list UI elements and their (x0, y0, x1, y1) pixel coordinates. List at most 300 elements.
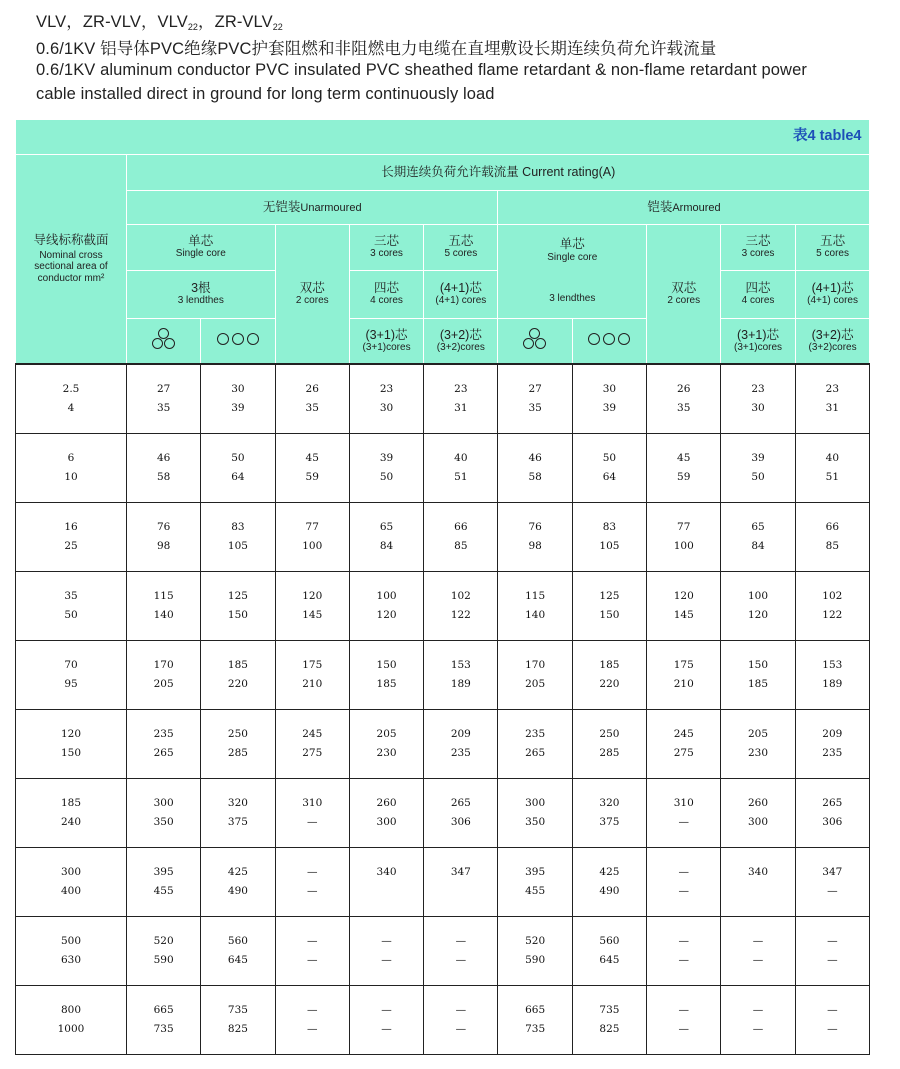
cell-value: 4 (67, 402, 75, 414)
table-row (16, 503, 870, 572)
cell-value: 275 (302, 747, 323, 759)
three-cores-armoured-header: 三芯 3 cores (721, 224, 795, 270)
cell-value: 500 (60, 935, 82, 947)
cell-value: 40 (825, 452, 840, 464)
rating-cell (424, 641, 498, 710)
cell-value: — (678, 1004, 689, 1016)
flat-circles-icon (201, 318, 275, 364)
rating-cell (127, 710, 201, 779)
rating-cell (647, 710, 721, 779)
rating-cell (275, 641, 349, 710)
cell-value: 84 (379, 540, 394, 552)
cell-value: 51 (454, 471, 468, 483)
rating-cell (572, 364, 646, 434)
rating-cell (572, 641, 646, 710)
cell-value: 100 (673, 540, 694, 552)
table-row (16, 986, 870, 1055)
cell-value: 245 (673, 728, 694, 740)
cell-value: 205 (748, 728, 769, 740)
rating-cell (572, 710, 646, 779)
cell-value: 185 (60, 797, 82, 809)
rating-cell (572, 848, 646, 917)
cell-value: 170 (153, 659, 174, 671)
rating-cell (498, 917, 572, 986)
cell-value: 66 (454, 521, 468, 533)
cell-value: 58 (156, 471, 171, 483)
unarmoured-header: 无铠装Unarmoured (127, 190, 498, 224)
rating-cell (275, 572, 349, 641)
cell-value: 590 (153, 954, 174, 966)
cell-value: 46 (156, 452, 171, 464)
rating-cell (349, 779, 423, 848)
cell-value: — (381, 935, 392, 947)
cell-value: 205 (153, 678, 174, 690)
title-english-line2: cable installed direct in ground for long term continuously load (36, 85, 495, 103)
cell-value: 59 (677, 471, 691, 483)
rating-cell (795, 572, 869, 641)
cell-value: 23 (454, 383, 468, 395)
rating-cell (647, 848, 721, 917)
cell-value: 120 (673, 590, 694, 602)
rating-cell (795, 434, 869, 503)
cell-value: 285 (599, 747, 620, 759)
cell-value: 347 (822, 866, 843, 878)
rating-cell (498, 572, 572, 641)
conductor-area-cell (16, 986, 127, 1055)
rating-cell (201, 641, 275, 710)
rating-cell (127, 779, 201, 848)
cell-value: 185 (599, 659, 620, 671)
cell-value: 265 (822, 797, 843, 809)
two-cores-header: 双芯 2 cores (275, 224, 349, 364)
cell-value: 39 (751, 452, 765, 464)
rating-cell (201, 779, 275, 848)
cell-value: 102 (450, 590, 471, 602)
cell-value: 395 (153, 866, 174, 878)
cell-value: 105 (599, 540, 620, 552)
two-cores-armoured-header: 双芯 2 cores (647, 224, 721, 364)
rating-cell (721, 641, 795, 710)
rating-cell (349, 986, 423, 1055)
cell-value: 189 (822, 678, 843, 690)
cell-value: 83 (231, 521, 245, 533)
rating-cell (498, 848, 572, 917)
cell-value: 30 (379, 402, 394, 414)
five-cores-header: 五芯 5 cores (424, 224, 498, 270)
cell-value: 209 (822, 728, 843, 740)
rating-cell (795, 503, 869, 572)
cell-value: 45 (305, 452, 319, 464)
title-english-line1: 0.6/1KV aluminum conductor PVC insulated PVC sheathed flame retardant & non-flame retardant power (36, 61, 807, 79)
single-core-header: 单芯 Single core (127, 224, 276, 270)
rating-cell (424, 503, 498, 572)
cell-value: 31 (825, 402, 840, 414)
cell-value: 64 (602, 471, 617, 483)
cell-value: 735 (227, 1004, 248, 1016)
rating-cell (572, 434, 646, 503)
cell-value: 235 (153, 728, 174, 740)
conductor-area-cell (16, 779, 127, 848)
cell-value: 27 (156, 383, 171, 395)
rating-cell (647, 364, 721, 434)
rating-cell (275, 434, 349, 503)
cell-value: 30 (751, 402, 765, 414)
cell-value: 320 (599, 797, 620, 809)
rating-cell (424, 364, 498, 434)
cell-value: 122 (822, 609, 843, 621)
cell-value: 98 (528, 540, 542, 552)
cell-value: 375 (599, 816, 620, 828)
rating-cell (424, 572, 498, 641)
rating-cell (127, 364, 201, 434)
cell-value: 150 (227, 609, 248, 621)
cell-value: 400 (60, 885, 82, 897)
table-row (16, 434, 870, 503)
rating-cell (349, 572, 423, 641)
cell-value: 39 (602, 402, 617, 414)
cell-value: 65 (379, 521, 394, 533)
cell-value: — (678, 816, 689, 828)
cell-value: 320 (227, 797, 248, 809)
cell-value: — (678, 885, 689, 897)
cell-value: 300 (376, 816, 397, 828)
three-cores-header: 三芯 3 cores (349, 224, 423, 270)
cell-value: 185 (748, 678, 769, 690)
rating-cell (498, 364, 572, 434)
rating-cell (572, 917, 646, 986)
cell-value: — (752, 935, 764, 947)
cell-value: — (678, 866, 689, 878)
cell-value: 140 (153, 609, 174, 621)
cell-value: 98 (156, 540, 171, 552)
cell-value: — (678, 954, 689, 966)
table-row (16, 779, 870, 848)
cell-value: 1000 (57, 1023, 85, 1035)
rating-cell (721, 779, 795, 848)
cell-value: 30 (231, 383, 245, 395)
cell-value: 145 (673, 609, 694, 621)
cell-value: 230 (748, 747, 769, 759)
cell-value: — (752, 954, 764, 966)
cell-value: 235 (450, 747, 471, 759)
rating-cell (349, 848, 423, 917)
conductor-area-cell (16, 917, 127, 986)
cell-value: 260 (748, 797, 769, 809)
cell-value: 120 (302, 590, 323, 602)
cell-value: 51 (825, 471, 840, 483)
cell-value: 350 (525, 816, 546, 828)
cell-value: 23 (825, 383, 840, 395)
rating-cell (275, 503, 349, 572)
cell-value: 122 (450, 609, 471, 621)
cell-value: — (306, 866, 318, 878)
cell-value: 340 (376, 866, 397, 878)
cell-value: 275 (673, 747, 694, 759)
cell-value: 76 (528, 521, 542, 533)
rating-cell (721, 364, 795, 434)
cell-value: 150 (376, 659, 397, 671)
rating-cell (647, 572, 721, 641)
cell-value: 77 (677, 521, 691, 533)
cell-value: 153 (450, 659, 471, 671)
rating-cell (647, 917, 721, 986)
table-row (16, 917, 870, 986)
cell-value: 265 (450, 797, 471, 809)
cell-value: 2.5 (62, 383, 80, 395)
cell-value: 50 (64, 609, 78, 621)
three-plus-one-header: (3+1)芯 (3+1)cores (349, 318, 423, 364)
single-core-armoured-header: 单芯 Single core 3 lendthes (498, 224, 647, 318)
rating-cell (795, 641, 869, 710)
cell-value: 205 (525, 678, 546, 690)
cell-value: 300 (525, 797, 546, 809)
table-row (16, 848, 870, 917)
rating-cell (275, 364, 349, 434)
cell-value: 285 (227, 747, 248, 759)
cell-value: 120 (60, 728, 82, 740)
rating-cell (275, 986, 349, 1055)
cell-value: 65 (751, 521, 765, 533)
rating-cell (498, 779, 572, 848)
rating-cell (349, 641, 423, 710)
cell-value: — (827, 1004, 838, 1016)
cell-value: 170 (525, 659, 546, 671)
cell-value: 115 (153, 590, 174, 602)
cell-value: 35 (156, 402, 171, 414)
rating-cell (721, 572, 795, 641)
rating-cell (127, 848, 201, 917)
rating-cell (201, 503, 275, 572)
cell-value: 630 (60, 954, 82, 966)
rating-cell (795, 364, 869, 434)
rating-cell (201, 434, 275, 503)
cell-value: 306 (822, 816, 843, 828)
rating-cell (424, 434, 498, 503)
four-cores-header: 四芯 4 cores (349, 270, 423, 318)
rating-cell (795, 917, 869, 986)
three-plus-two-armoured-header: (3+2)芯 (3+2)cores (795, 318, 869, 364)
title-models: VLV，ZR-VLV，$VLV_{22}$，$ZR-VLV_{22}$ (36, 13, 283, 32)
cell-value: 64 (231, 471, 245, 483)
cell-value: — (752, 1023, 764, 1035)
table-row (16, 710, 870, 779)
cell-value: 26 (305, 383, 319, 395)
cell-value: 209 (450, 728, 471, 740)
cell-value: 153 (822, 659, 843, 671)
cell-value: 185 (227, 659, 248, 671)
current-rating-table (15, 120, 870, 1055)
rating-cell (721, 917, 795, 986)
rating-cell (349, 364, 423, 434)
cell-value: 85 (454, 540, 468, 552)
cell-value: 35 (528, 402, 542, 414)
table-row (16, 641, 870, 710)
rating-cell (424, 986, 498, 1055)
cell-value: — (827, 885, 838, 897)
cell-value: 735 (525, 1023, 546, 1035)
cell-value: 220 (227, 678, 248, 690)
rating-cell (349, 434, 423, 503)
cell-value: 70 (64, 659, 78, 671)
cell-value: 175 (673, 659, 694, 671)
conductor-area-header: 导线标称截面 Nominal cross sectional area of conductor mm² (16, 154, 127, 364)
cell-value: 340 (748, 866, 769, 878)
conductor-area-cell (16, 503, 127, 572)
rating-cell (275, 710, 349, 779)
rating-cell (424, 710, 498, 779)
cell-value: 265 (525, 747, 546, 759)
cell-value: — (306, 1004, 318, 1016)
cell-value: 560 (227, 935, 248, 947)
rating-cell (647, 986, 721, 1055)
cell-value: 76 (156, 521, 171, 533)
rating-cell (127, 503, 201, 572)
rating-cell (498, 503, 572, 572)
trefoil-circles-icon (498, 318, 572, 364)
cell-value: 665 (525, 1004, 546, 1016)
cell-value: — (678, 935, 689, 947)
rating-cell (498, 434, 572, 503)
cell-value: 25 (64, 540, 78, 552)
cell-value: 150 (599, 609, 620, 621)
rating-cell (275, 917, 349, 986)
cell-value: 230 (376, 747, 397, 759)
flat-circles-icon (572, 318, 646, 364)
rating-cell (721, 848, 795, 917)
cell-value: 35 (305, 402, 319, 414)
cell-value: 84 (751, 540, 765, 552)
cell-value: 125 (227, 590, 248, 602)
four-cores-armoured-header: 四芯 4 cores (721, 270, 795, 318)
cell-value: 665 (153, 1004, 174, 1016)
cell-value: 35 (677, 402, 691, 414)
cell-value: — (678, 1023, 689, 1035)
rating-cell (201, 572, 275, 641)
conductor-area-cell (16, 364, 127, 434)
cell-value: 50 (602, 452, 617, 464)
rating-cell (795, 710, 869, 779)
cell-value: 560 (599, 935, 620, 947)
cell-value: 645 (227, 954, 248, 966)
cell-value: 735 (599, 1004, 620, 1016)
cell-value: 6 (67, 452, 75, 464)
cell-value: 235 (525, 728, 546, 740)
rating-cell (721, 710, 795, 779)
conductor-area-cell (16, 641, 127, 710)
current-rating-header: 长期连续负荷允许载流量 Current rating(A) (127, 154, 870, 190)
cell-value: 520 (525, 935, 546, 947)
cell-value: 205 (376, 728, 397, 740)
rating-cell (127, 917, 201, 986)
rating-cell (127, 986, 201, 1055)
cell-value: 45 (677, 452, 691, 464)
cell-value: — (827, 954, 838, 966)
cell-value: 145 (302, 609, 323, 621)
four-plus-one-header: (4+1)芯 (4+1) cores (424, 270, 498, 318)
cell-value: 240 (60, 816, 82, 828)
cell-value: 16 (64, 521, 78, 533)
rating-cell (424, 917, 498, 986)
cell-value: 210 (673, 678, 694, 690)
rating-cell (647, 434, 721, 503)
cell-value: 590 (525, 954, 546, 966)
cell-value: 455 (525, 885, 546, 897)
cell-value: 250 (599, 728, 620, 740)
rating-cell (424, 779, 498, 848)
cell-value: 395 (525, 866, 546, 878)
cell-value (721, 882, 794, 901)
cell-value: 825 (227, 1023, 248, 1035)
rating-cell (721, 986, 795, 1055)
cell-value: 800 (60, 1004, 82, 1016)
table-row (16, 364, 870, 434)
rating-cell (349, 710, 423, 779)
cell-value: 375 (227, 816, 248, 828)
rating-cell (795, 779, 869, 848)
cell-value: — (306, 1023, 318, 1035)
cell-value: 645 (599, 954, 620, 966)
cell-value: 455 (153, 885, 174, 897)
cell-value: 120 (376, 609, 397, 621)
cell-value: 95 (64, 678, 78, 690)
cell-value: 85 (825, 540, 840, 552)
cell-value: 50 (751, 471, 765, 483)
rating-cell (572, 986, 646, 1055)
cell-value: — (306, 816, 318, 828)
cell-value: 250 (227, 728, 248, 740)
cell-value: 59 (305, 471, 319, 483)
cell-value: 310 (302, 797, 323, 809)
cell-value: 46 (528, 452, 542, 464)
cell-value: 39 (231, 402, 245, 414)
rating-cell (572, 779, 646, 848)
three-plus-two-header: (3+2)芯 (3+2)cores (424, 318, 498, 364)
rating-cell (127, 572, 201, 641)
cell-value: — (306, 935, 318, 947)
table-number: 表4 table4 (16, 120, 870, 154)
rating-cell (498, 986, 572, 1055)
cell-value: 31 (454, 402, 468, 414)
rating-cell (498, 641, 572, 710)
title-chinese: 0.6/1KV 铝导体PVC绝缘PVC护套阻燃和非阻燃电力电缆在直埋敷设长期连续负荷允许载流量 (36, 40, 717, 58)
conductor-area-cell (16, 710, 127, 779)
cell-value: 735 (153, 1023, 174, 1035)
rating-cell (349, 917, 423, 986)
rating-cell (127, 434, 201, 503)
trefoil-circles-icon (127, 318, 201, 364)
five-cores-armoured-header: 五芯 5 cores (795, 224, 869, 270)
rating-cell (721, 503, 795, 572)
cell-value: 260 (376, 797, 397, 809)
rating-cell (127, 641, 201, 710)
rating-cell (201, 364, 275, 434)
cell-value: 825 (599, 1023, 620, 1035)
rating-cell (201, 986, 275, 1055)
cell-value: 300 (748, 816, 769, 828)
cell-value: 27 (528, 383, 542, 395)
cell-value: 105 (227, 540, 248, 552)
cell-value: 39 (379, 452, 394, 464)
three-lengths-header: 3根 3 lendthes (127, 270, 276, 318)
cell-value: — (455, 1023, 467, 1035)
cell-value: 490 (599, 885, 620, 897)
cell-value: 347 (450, 866, 471, 878)
cell-value: — (306, 954, 318, 966)
cell-value: 120 (748, 609, 769, 621)
cell-value: 125 (599, 590, 620, 602)
table-row (16, 572, 870, 641)
conductor-area-cell (16, 572, 127, 641)
